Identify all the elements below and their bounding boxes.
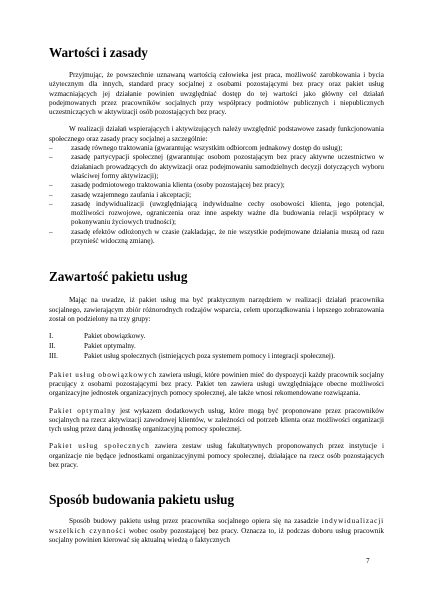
paragraph-values-intro: Przyjmując, że powszechnie uznawaną wartością człowieka jest praca, możliwość zarobkowania i bycia użytecznym dla innych, standard pracy socjalnej z osobami pozostającymi bez pracy oraz pakiet usług wzmacniających jej działanie powinien uwzględniać dostęp do tej wartości jako główny cel działań podejmowanych przez pracowników socjalnych przy współpracy podmiotów publicznych i niepublicznych uczestniczących w aktywizacji osób pozostających bez pracy.: [49, 71, 384, 117]
paragraph-text: Sposób budowy pakietu usług przez pracownika socjalnego opiera się na zasadzie: [69, 517, 322, 526]
roman-numeral: II.: [49, 342, 56, 351]
dash-marker: –: [49, 144, 53, 153]
list-item-text: zasadę podmiotowego traktowania klienta (osoby pozostającej bez pracy);: [71, 181, 285, 190]
list-item: [49, 228, 384, 247]
paragraph-social-package: [49, 442, 384, 470]
paragraph-building-package: [49, 517, 384, 545]
term-optimal-package: Pakiet optymalny: [49, 406, 117, 415]
list-item: [49, 181, 384, 190]
paragraph-text: zawiera zestaw usług fakultatywnych proponowanych przez instytucje i organizacje nie będące jednostkami organizacyjnymi pomocy społecznej, działające na rzecz osób pozostających bez pracy.: [49, 442, 384, 469]
dash-marker: –: [49, 190, 53, 199]
list-item: [49, 352, 384, 362]
paragraph-principles-intro: W realizacji działań wspierających i aktywizujących należy uwzględnić podstawowe zasady funkcjonowania społecznego oraz zasady pracy socjalnej a szczególnie:: [49, 125, 384, 143]
paragraph-optimal-package: [49, 407, 384, 435]
list-item-text: zasadę wzajemnego zaufania i akceptacji;: [71, 190, 192, 199]
list-item: [49, 153, 384, 181]
paragraph-text: wobec osoby pozostającej bez pracy. Oznacza to, iż podczas doboru usług pracownik socjalny powinien kierować się aktualną wiedzą o faktycznych: [49, 526, 384, 544]
paragraph-text: zawiera usługi, które powinien mieć do dyspozycji każdy pracownik socjalny pracujący z osobami pozostającymi bez pracy. Pakiet ten zawiera usługi uwzględniające obecne możliwości organizacyjne jednostek organizacyjnych pomocy społecznej, ale także wnosi rekomendowane rozwiązania.: [49, 370, 384, 398]
list-item-text: zasadę równego traktowania (gwarantując wszystkim odbiorcom jednakowy dostęp do usług);: [71, 144, 343, 153]
list-item-text: zasadę partycypacji społecznej (gwarantując osobom pozostającym bez pracy aktywne uczestnictwo w działaniach prowadzących do aktywizacji oraz podejmowaniu samodzielnych decyzji dotyczących wyboru właściwej formy aktywizacji);: [71, 153, 384, 180]
list-item: [49, 200, 384, 228]
list-item-text: Pakiet usług społecznych (istniejących poza systemem pomocy i integracji społecznej).: [84, 351, 336, 360]
list-item: [49, 144, 384, 153]
paragraph-package-intro: Mając na uwadze, iż pakiet usług ma być praktycznym narzędziem w realizacji działań pracownika socjalnego, zawierającym zbiór różnorodnych rodzajów wsparcia, celem uporządkowania i lepszego zobrazowania został on podzielony na trzy grupy:: [49, 296, 384, 323]
dash-marker: –: [49, 153, 53, 162]
roman-numeral: III.: [49, 351, 58, 360]
package-groups-list: [49, 332, 384, 361]
page-number: 7: [366, 557, 370, 565]
section-heading-package-contents: Zawartość pakietu usług: [49, 269, 188, 285]
term-mandatory-package: Pakiet usług obowiązkowych: [49, 370, 158, 379]
dash-marker: –: [49, 181, 53, 190]
list-item-text: Pakiet obowiązkowy.: [84, 332, 146, 341]
principles-list: [49, 144, 384, 246]
dash-marker: –: [49, 227, 53, 236]
term-individualization: indywidualizacji wszelkich czynności: [49, 517, 384, 535]
list-item: [49, 332, 384, 342]
paragraph-text: jest wykazem dodatkowych usług, które mogą być proponowane przez pracowników socjalnych na rzecz aktywizacji zawodowej klientów, w zależności od potrzeb klienta oraz możliwości organizacji tych usług przez daną jednostkę organizacyjną pomocy społecznej.: [49, 406, 385, 434]
dash-marker: –: [49, 199, 53, 208]
list-item: [49, 191, 384, 200]
roman-numeral: I.: [49, 332, 54, 341]
paragraph-mandatory-package: [49, 371, 384, 399]
list-item-text: Pakiet optymalny.: [84, 342, 136, 351]
list-item-text: zasadę efektów odłożonych w czasie (zakładając, że nie wszystkie podejmowane działania muszą od razu przynieść widoczną zmianę).: [71, 227, 384, 246]
section-heading-building-package: Sposób budowania pakietu usług: [49, 492, 235, 508]
term-social-package: Pakiet usług społecznych: [49, 442, 150, 451]
page-content: [49, 44, 384, 545]
section-heading-values: Wartości i zasady: [49, 45, 148, 60]
list-item: [49, 342, 384, 352]
list-item-text: zasadę indywidualizacji (uwzględniającą indywidualne cechy osobowości klienta, jego potencjał, możliwości rozwojowe, ograniczenia oraz inne aspekty ważne dla budowania relacji współpracy w pokonywaniu życiowych trudności);: [71, 199, 384, 227]
